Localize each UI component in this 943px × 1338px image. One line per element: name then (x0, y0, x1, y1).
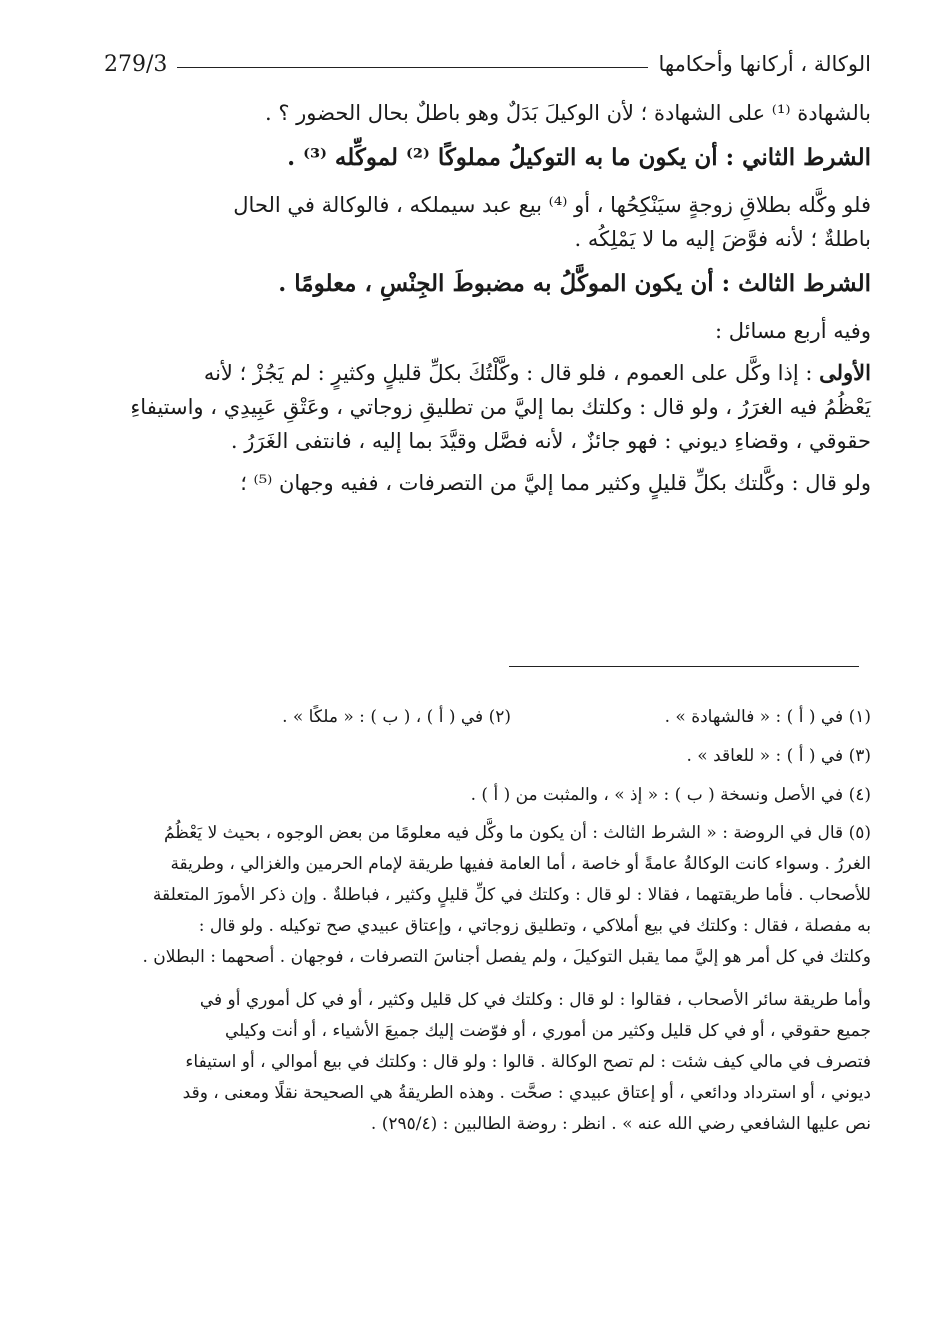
heading-condition-2: الشرط الثاني : أن يكون ما به التوكيلُ مملوكًا ⁽²⁾ لموكِّله ⁽³⁾ . (287, 144, 871, 171)
footnote-separator (509, 666, 859, 667)
first-issue-label: الأولى (819, 360, 871, 385)
paragraph-4-line-3: حقوقي ، وقضاءِ ديوني : فهو جائزٌ ، لأنه فصَّل وقيَّدَ بما إليه ، فانتفى الغَرَرُ . (230, 429, 871, 453)
footnote-row-1-2 (100, 700, 871, 734)
paragraph-4 (100, 356, 871, 458)
paragraph-3: وفيه أربع مسائل : (714, 319, 871, 343)
footnote-5-cont-line: وأما طريقة سائر الأصحاب ، فقالوا : لو قال : وكلتك في كل قليل وكثير ، أو في كل أموري أو في (199, 990, 871, 1010)
heading-condition-3: الشرط الثالث : أن يكون الموكَّلُ به مضبوطَ الجِنْسِ ، معلومًا . (278, 270, 871, 297)
paragraph-5: ولو قال : وكَّلتك بكلِّ قليلٍ وكثير مما إليَّ من التصرفات ، ففيه وجهان ⁽⁵⁾ ؛ (240, 471, 871, 495)
paragraph-4-line-2: يَعْظُمُ فيه الغرَرُ ، ولو قال : وكلتك بما إليَّ من تطليقِ زوجاتي ، وعَتْقِ عَبِيدِي ، واستيفاءِ (130, 395, 871, 419)
footnote-4: (٤) في الأصل ونسخة ( ب ) : « إذ » ، والمثبت من ( أ ) . (470, 785, 871, 805)
paragraph-2-line-1: فلو وكَّله بطلاقِ زوجةٍ سيَنْكِحُها ، أو ⁽⁴⁾ بيع عبد سيملكه ، فالوكالة في الحال (233, 193, 871, 217)
paragraph-2 (100, 188, 871, 256)
footnote-5-continuation (100, 985, 871, 1140)
paragraph-1: بالشهادة ⁽¹⁾ على الشهادة ؛ لأن الوكيلَ بَدَلٌ وهو باطلٌ بحال الحضور ؟ . (264, 101, 871, 125)
footnote-5-line: للأصحاب . فأما طريقتهما ، فقالا : لو قال : وكلتك في كلِّ قليلٍ وكثير ، فباطلةٌ . وإن ذكر الأمورَ المتعلقة (152, 885, 871, 905)
paragraph-4-line-1 (100, 356, 871, 390)
footnote-5 (100, 818, 871, 973)
footnote-3: (٣) في ( أ ) : « للعاقد » . (686, 746, 871, 766)
footnote-5-cont-line: ديوني ، أو استرداد ودائعي ، أو إعتاق عبيدي : صحَّت . وهذه الطريقةُ هي الصحيحة نقلًا ومعنى ، وقد (182, 1083, 871, 1103)
main-text (100, 96, 871, 508)
footnote-5-cont-line: فتصرف في مالي كيف شئت : لم تصح الوكالة . قالوا : ولو قال : وكلتك في بيع أموالي ، أو استيفاء (185, 1052, 871, 1072)
page-number: 279/3 (104, 51, 168, 77)
footnote-2: (٢) في ( أ ) ، ( ب ) : « ملكًا » . (282, 707, 511, 727)
paragraph-2-line-2: باطلةٌ ؛ لأنه فوَّضَ إليه ما لا يَمْلِكُه . (574, 227, 871, 251)
footnote-5-line: وكلتك في كل أمر هو إليَّ مما يقبل التوكيلَ ، ولم يفصل أجناسَ التصرفات ، فوجهان . أصحهما : البطلان . (142, 947, 871, 967)
footnote-5-line: به مفصلة ، فقال : وكلتك في بيع أملاكي ، وتطليق زوجاتي ، وإعتاق عبيدي صح توكيله . ولو قال : (198, 916, 871, 936)
footnote-5-line: الغررُ . وسواء كانت الوكالةُ عامةً أو خاصة ، أما العامة ففيها طريقة لإمام الحرمين والغزالي ، وطريقة (170, 854, 871, 874)
paragraph-4-line-1-rest: : إذا وكَّل على العموم ، فلو قال : وكَّلْتُكَ بكلِّ قليلٍ وكثيرٍ : لم يَجُزْ ؛ لأنه (203, 361, 820, 385)
footnote-5-cont-line: نص عليها الشافعي رضي الله عنه » . انظر : روضة الطالبين : (٢٩٥/٤) . (370, 1114, 871, 1134)
footnote-5-cont-line: جميع حقوقي ، أو في كل قليل وكثير من أموري ، أو فوّضت إليك جميعَ الأشياء ، أو أنت وكيلي (224, 1021, 871, 1041)
footnote-1: (١) في ( أ ) : « فالشهادة » . (664, 707, 871, 727)
header-rule (177, 67, 648, 68)
footnotes (100, 700, 871, 1152)
page-header (104, 44, 871, 84)
running-title: الوكالة ، أركانها وأحكامها (658, 52, 871, 76)
footnote-5-line: (٥) قال في الروضة : « الشرط الثالث : أن يكون ما وكَّل فيه معلومًا من بعض الوجوه ، بحيث لا يَعْظُمُ (163, 823, 871, 843)
